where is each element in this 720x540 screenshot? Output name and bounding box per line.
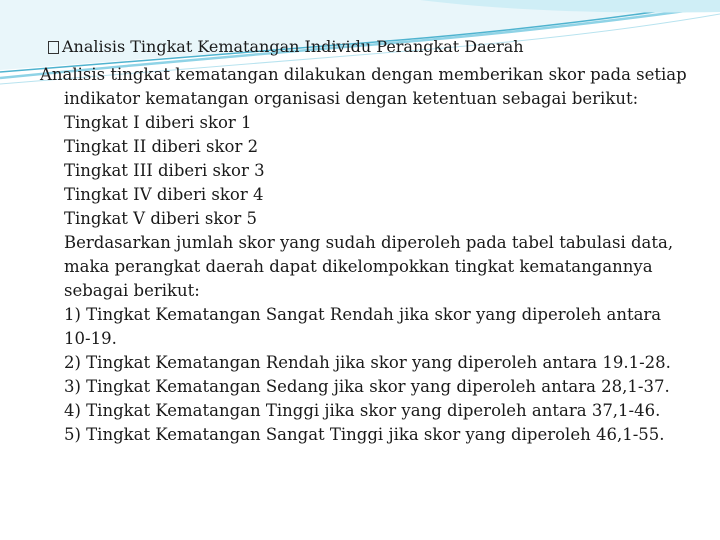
score-item: Tingkat I diberi skor 1 <box>64 113 252 132</box>
grouping-paragraph: Berdasarkan jumlah skor yang sudah diperoleh pada tabel tabulasi data, maka perangkat daerah dapat dikelompokkan tingkat kematangannya sebagai berikut: <box>64 233 674 300</box>
slide-body <box>40 63 690 447</box>
score-item: Tingkat III diberi skor 3 <box>64 161 265 180</box>
level-item: 5) Tingkat Kematangan Sangat Tinggi jika skor yang diperoleh 46,1-55. <box>64 425 665 444</box>
missing-glyph-icon <box>48 41 59 54</box>
score-item: Tingkat II diberi skor 2 <box>64 137 259 156</box>
slide-title <box>48 37 524 57</box>
slide-title-text: Analisis Tingkat Kematangan Individu Perangkat Daerah <box>62 37 524 56</box>
level-item: 2) Tingkat Kematangan Rendah jika skor yang diperoleh antara 19.1-28. <box>64 353 671 372</box>
score-item: Tingkat V diberi skor 5 <box>64 209 257 228</box>
level-item: 1) Tingkat Kematangan Sangat Rendah jika skor yang diperoleh antara 10-19. <box>64 305 662 348</box>
intro-paragraph: Analisis tingkat kematangan dilakukan dengan memberikan skor pada setiap indikator kematangan organisasi dengan ketentuan sebagai berikut: <box>40 65 687 108</box>
level-item: 4) Tingkat Kematangan Tinggi jika skor yang diperoleh antara 37,1-46. <box>64 401 661 420</box>
score-item: Tingkat IV diberi skor 4 <box>64 185 264 204</box>
level-item: 3) Tingkat Kematangan Sedang jika skor yang diperoleh antara 28,1-37. <box>64 377 670 396</box>
